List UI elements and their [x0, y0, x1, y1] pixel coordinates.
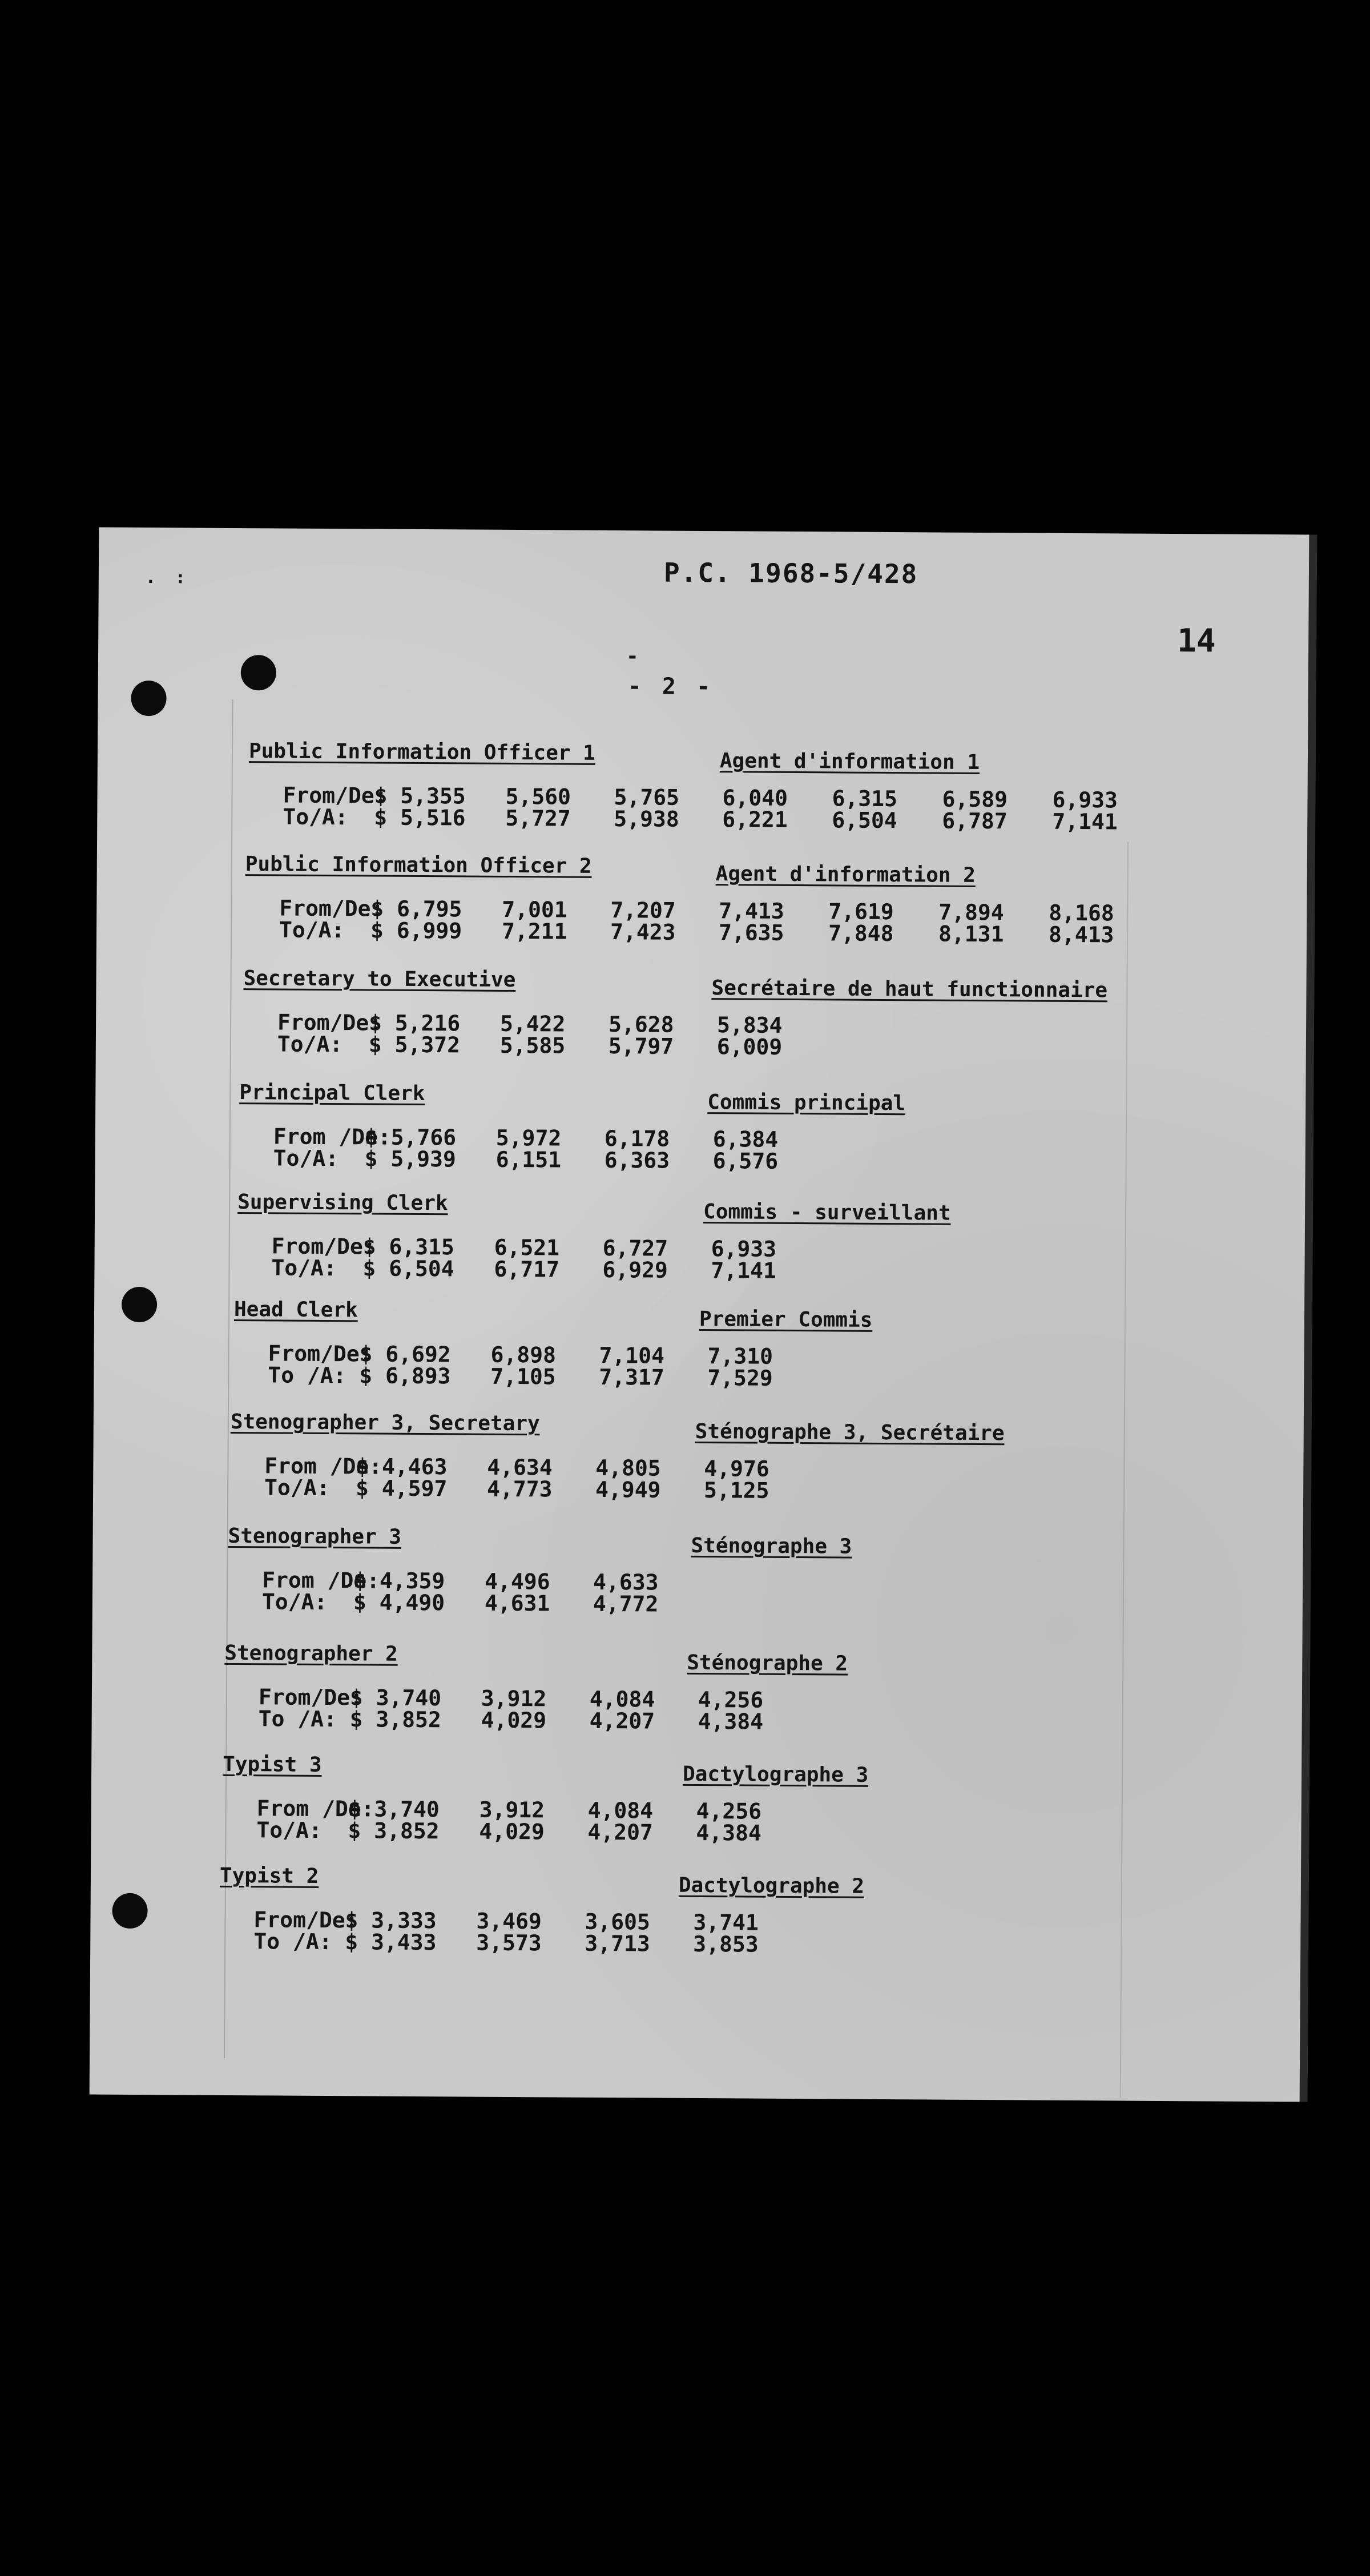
from-label: From /De: — [264, 1453, 382, 1479]
salary-section — [94, 1297, 1304, 1413]
to-label: To/A: — [261, 1589, 328, 1615]
to-salary-value: 7,529 — [707, 1365, 773, 1391]
to-salary-value: 8,131 — [938, 921, 1004, 947]
class-title-english: Public Information Officer 1 — [248, 739, 596, 765]
from-label: From /De: — [262, 1567, 380, 1593]
from-salary-value: 4,634 — [487, 1454, 553, 1480]
from-salary-value: 7,619 — [828, 899, 894, 925]
from-salary-value: 5,972 — [495, 1125, 562, 1151]
page-marker: - 2 - — [627, 673, 714, 701]
from-salary-value: 6,384 — [712, 1126, 779, 1152]
to-salary-value: 4,773 — [486, 1476, 553, 1502]
to-salary-value: 7,141 — [1052, 808, 1118, 835]
to-salary-value: 6,151 — [495, 1146, 562, 1173]
to-salary-value: $ 3,433 — [345, 1929, 437, 1955]
from-salary-value: 3,605 — [585, 1909, 651, 1935]
from-label: From/De: — [268, 1341, 373, 1367]
from-salary-value: 4,256 — [698, 1687, 764, 1713]
to-salary-value: 4,029 — [481, 1707, 547, 1733]
to-label: To /A: — [268, 1362, 346, 1388]
from-salary-value: $ 4,359 — [353, 1568, 445, 1594]
class-title-french: Sténographe 3 — [691, 1533, 852, 1559]
from-salary-value: 4,976 — [704, 1456, 769, 1482]
dash-mark: - — [626, 645, 639, 669]
from-salary-value: 3,741 — [693, 1909, 759, 1935]
from-salary-value: 7,001 — [502, 896, 567, 923]
salary-section — [93, 1410, 1304, 1526]
to-label: To /A: — [253, 1929, 332, 1955]
from-salary-value: $ 5,355 — [374, 783, 466, 809]
class-title-english: Principal Clerk — [239, 1081, 425, 1106]
from-salary-value: 3,912 — [479, 1797, 545, 1823]
from-salary-value: 4,805 — [595, 1455, 661, 1481]
class-title-french: Sténographe 3, Secrétaire — [695, 1419, 1005, 1446]
document-page — [90, 528, 1309, 2102]
to-salary-value: $ 5,516 — [374, 804, 466, 831]
from-salary-value: $ 6,795 — [370, 896, 462, 922]
from-salary-value: 6,178 — [604, 1125, 670, 1152]
salary-section — [96, 966, 1307, 1082]
class-title-french: Agent d'information 1 — [719, 749, 980, 774]
punch-hole — [241, 655, 276, 690]
from-salary-value: 6,898 — [490, 1342, 557, 1368]
from-salary-value: 6,315 — [832, 786, 898, 812]
from-salary-value: $ 6,315 — [362, 1234, 455, 1260]
to-salary-value: 7,848 — [828, 920, 894, 947]
to-salary-value: 3,853 — [693, 1931, 759, 1957]
to-label: To/A: — [283, 804, 348, 830]
from-salary-value: 6,933 — [1052, 787, 1118, 813]
to-label: To /A: — [258, 1706, 337, 1732]
class-title-french: Commis - surveillant — [703, 1200, 951, 1225]
to-salary-value: $ 4,597 — [355, 1475, 448, 1502]
to-salary-value: $ 5,372 — [368, 1032, 461, 1058]
class-title-english: Secretary to Executive — [243, 967, 516, 992]
to-salary-value: 4,949 — [595, 1476, 661, 1503]
from-salary-value: 5,422 — [499, 1011, 566, 1037]
to-label: To/A: — [256, 1817, 322, 1843]
salary-section — [92, 1524, 1303, 1640]
from-salary-value: $ 5,216 — [368, 1010, 461, 1036]
from-salary-value: 3,912 — [481, 1685, 547, 1712]
from-salary-value: 7,894 — [938, 899, 1004, 925]
from-salary-value: $ 4,463 — [356, 1454, 448, 1480]
class-title-english: Head Clerk — [233, 1298, 358, 1322]
from-salary-value: 5,834 — [716, 1012, 783, 1038]
from-salary-value: 5,765 — [614, 784, 680, 810]
class-title-english: Public Information Officer 2 — [245, 852, 592, 878]
to-salary-value: 3,713 — [585, 1930, 650, 1957]
to-salary-value: 4,384 — [698, 1708, 764, 1734]
to-salary-value: 7,211 — [501, 918, 567, 944]
page-number: 14 — [1177, 622, 1216, 660]
from-label: From/De: — [279, 895, 384, 921]
class-title-english: Stenographer 3, Secretary — [230, 1410, 540, 1436]
from-label: From /De: — [273, 1124, 391, 1150]
class-title-french: Agent d'information 2 — [715, 862, 976, 887]
to-salary-value: 6,504 — [832, 807, 897, 834]
from-salary-value: 3,469 — [476, 1908, 542, 1934]
to-salary-value: 6,221 — [722, 807, 788, 832]
to-salary-value: 4,772 — [593, 1591, 659, 1617]
class-title-french: Dactylographe 3 — [682, 1762, 869, 1787]
from-salary-value: $ 6,692 — [359, 1341, 451, 1367]
class-title-french: Commis principal — [707, 1090, 906, 1116]
from-label: From/De: — [271, 1233, 376, 1259]
class-title-english: Supervising Clerk — [237, 1190, 448, 1215]
to-salary-value: $ 6,999 — [370, 917, 462, 944]
from-label: From/De: — [283, 782, 388, 808]
class-title-french: Secrétaire de haut functionnaire — [711, 976, 1108, 1003]
to-salary-value: 3,573 — [476, 1930, 542, 1956]
to-label: To/A: — [264, 1475, 330, 1501]
class-title-english: Typist 3 — [223, 1752, 322, 1777]
class-title-french: Dactylographe 2 — [678, 1873, 865, 1898]
to-salary-value: 5,727 — [505, 805, 571, 831]
to-label: To/A: — [273, 1145, 339, 1172]
class-title-english: Typist 2 — [219, 1863, 319, 1888]
from-salary-value: 6,589 — [942, 786, 1008, 812]
to-salary-value: 4,631 — [484, 1590, 550, 1616]
to-salary-value: 7,423 — [610, 919, 676, 945]
to-salary-value: 7,317 — [599, 1364, 664, 1390]
from-salary-value: 5,628 — [608, 1012, 674, 1037]
to-salary-value: $ 4,490 — [353, 1589, 445, 1616]
to-salary-value: 6,717 — [494, 1256, 560, 1282]
from-salary-value: 4,633 — [593, 1569, 659, 1595]
to-salary-value: 5,938 — [614, 806, 679, 832]
from-salary-value: 6,040 — [722, 785, 788, 811]
from-salary-value: $ 3,740 — [348, 1796, 440, 1822]
class-title-french: Premier Commis — [699, 1307, 873, 1332]
to-salary-value: 7,105 — [490, 1363, 556, 1390]
to-salary-value: 5,125 — [703, 1478, 769, 1503]
to-salary-value: 6,787 — [942, 808, 1008, 834]
salary-section — [91, 1752, 1302, 1868]
to-label: To/A: — [271, 1255, 337, 1281]
salary-section — [94, 1190, 1305, 1306]
to-salary-value: 7,141 — [711, 1258, 776, 1283]
from-salary-value: 4,084 — [589, 1686, 655, 1712]
from-salary-value: 7,104 — [599, 1342, 665, 1368]
to-salary-value: 6,363 — [604, 1147, 670, 1173]
from-salary-value: 8,168 — [1049, 900, 1114, 926]
salary-section — [91, 1641, 1302, 1757]
from-label: From/De: — [258, 1684, 364, 1710]
salary-section — [90, 1863, 1301, 1979]
to-salary-value: 6,929 — [602, 1257, 668, 1283]
to-salary-value: 4,207 — [589, 1708, 655, 1734]
to-salary-value: $ 3,852 — [349, 1706, 441, 1733]
class-title-english: Stenographer 2 — [224, 1641, 398, 1666]
to-salary-value: $ 6,504 — [362, 1255, 454, 1282]
punch-hole — [131, 681, 166, 716]
to-salary-value: 7,635 — [718, 920, 784, 945]
from-salary-value: $ 3,740 — [349, 1685, 442, 1711]
salary-section — [96, 852, 1307, 968]
from-salary-value: 4,496 — [485, 1568, 550, 1595]
salary-section — [97, 739, 1308, 855]
to-salary-value: 5,585 — [499, 1032, 566, 1058]
to-salary-value: $ 5,939 — [364, 1146, 456, 1172]
from-label: From/De: — [277, 1009, 382, 1036]
from-salary-value: 7,413 — [719, 898, 784, 924]
to-label: To/A: — [277, 1031, 343, 1057]
from-label: From/De: — [253, 1907, 358, 1933]
class-title-french: Sténographe 2 — [687, 1651, 848, 1676]
from-salary-value: 7,207 — [610, 897, 676, 923]
from-salary-value: 6,933 — [711, 1236, 777, 1262]
to-salary-value: 6,009 — [716, 1034, 783, 1060]
to-salary-value: $ 3,852 — [348, 1818, 440, 1844]
corner-marks: . : — [145, 567, 191, 588]
to-salary-value: 5,797 — [608, 1033, 674, 1059]
from-salary-value: 6,521 — [494, 1234, 560, 1261]
class-title-english: Stenographer 3 — [228, 1524, 402, 1549]
from-salary-value: 5,560 — [505, 783, 571, 810]
to-salary-value: 4,384 — [696, 1820, 761, 1846]
order-in-council-number: P.C. 1968-5/428 — [663, 557, 918, 590]
to-salary-value: 6,576 — [712, 1148, 779, 1174]
from-salary-value: 7,310 — [707, 1343, 773, 1369]
to-salary-value: 8,413 — [1048, 921, 1114, 948]
to-salary-value: 4,207 — [587, 1819, 653, 1845]
to-salary-value: $ 6,893 — [359, 1363, 451, 1389]
from-salary-value: 6,727 — [602, 1235, 668, 1261]
from-salary-value: 4,256 — [696, 1798, 762, 1824]
from-salary-value: 4,084 — [587, 1797, 654, 1824]
from-salary-value: $ 3,333 — [345, 1907, 437, 1934]
to-label: To/A: — [279, 917, 345, 943]
from-salary-value: $ 5,766 — [364, 1124, 457, 1150]
from-label: From /De: — [256, 1796, 374, 1822]
to-salary-value: 4,029 — [479, 1818, 545, 1845]
salary-section — [95, 1080, 1305, 1196]
